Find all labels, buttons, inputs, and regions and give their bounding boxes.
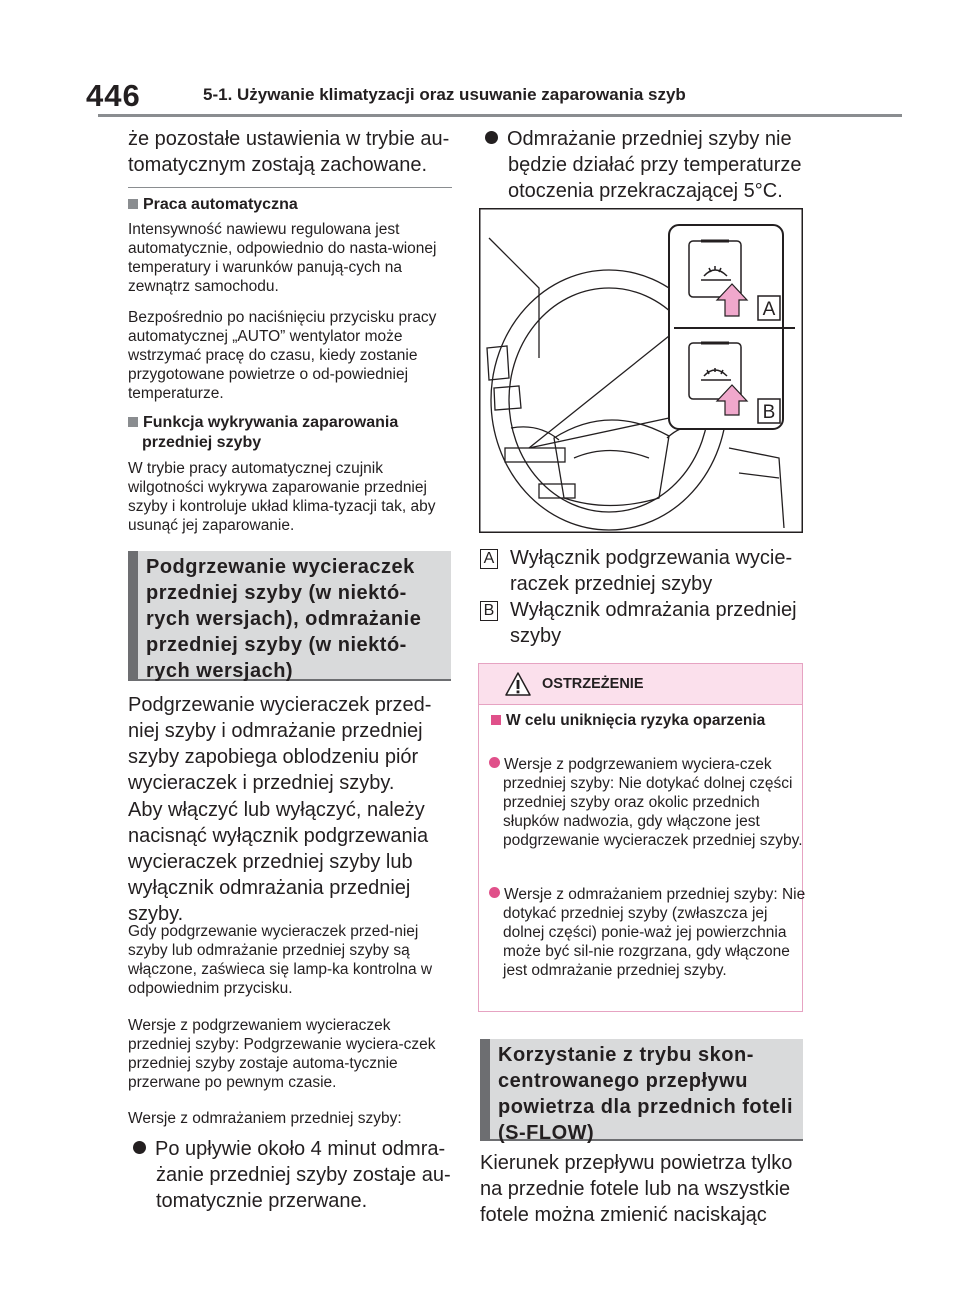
paragraph-2: Aby włączyć lub wyłączyć, należy nacisnąć wyłącznik podgrzewania wycieraczek przedniej szyby lub wyłącznik odmrażania przedniej szyby. xyxy=(128,799,429,925)
auto-title: Praca automatyczna xyxy=(128,196,454,214)
divider xyxy=(128,187,452,188)
page-number: 446 xyxy=(86,78,141,113)
square-bullet-icon xyxy=(128,417,138,427)
bullet-item-temperature: Odmrażanie przedniej szyby nie będzie działać przy temperaturze otoczenia przekraczającej 5°C. xyxy=(485,126,828,204)
bullet-icon xyxy=(133,1141,146,1154)
header-rule xyxy=(98,114,902,117)
section-title: 5-1. Używanie klimatyzacji oraz usuwanie zaparowania szyb xyxy=(203,85,686,104)
label-a: A xyxy=(762,299,776,320)
square-bullet-icon xyxy=(491,715,501,725)
auto-paragraph-1: Intensywność nawiewu regulowana jest automatycznie, odpowiednio do nasta-wionej temperatury i warunków panują-cych na zewnątrz samochodu. xyxy=(128,221,437,295)
warning-item-2: Wersje z odmrażaniem przedniej szyby: Nie dotykać przedniej szyby (zwłaszcza jej dolnej części) ponie-waż jej powierzchnia może być sil-nie rozgrzana, gdy włączone jest odmrażanie przedniej szyby. xyxy=(489,885,808,980)
dashboard-figure xyxy=(479,208,803,533)
section-heading-sflow: Korzystanie z trybu skon-centrowanego przepływu powietrza dla przednich foteli (S-FLOW) xyxy=(480,1039,803,1141)
legend-b xyxy=(480,597,805,649)
legend-text-b: Wyłącznik odmrażania przedniej szyby xyxy=(510,599,797,647)
legend-a xyxy=(480,545,805,597)
paragraph-3: Gdy podgrzewanie wycieraczek przed-niej szyby lub odmrażanie przedniej szyby są włączone, zaświeca się lamp-ka kontrolna w odpowiednim przycisku. xyxy=(128,923,433,997)
square-bullet-icon xyxy=(128,199,138,209)
bullet-icon xyxy=(489,887,500,898)
legend-key-a: A xyxy=(480,549,498,569)
bullet-icon xyxy=(489,757,500,768)
label-b: B xyxy=(762,402,776,423)
bullet-icon xyxy=(485,131,498,144)
sflow-paragraph: Kierunek przepływu powietrza tylko na przednie fotele lub na wszystkie fotele można zmienić naciskając xyxy=(480,1152,793,1226)
warning-box xyxy=(478,663,806,1012)
legend-key-b: B xyxy=(480,601,498,621)
paragraph-1: Podgrzewanie wycieraczek przed-niej szyby i odmrażanie przedniej szyby zapobiega oblodzeniu piór wycieraczek i przedniej szyby. xyxy=(128,694,432,794)
warning-header xyxy=(479,664,802,705)
bullet-item-defrost-time: Po upływie około 4 minut odmra-żanie przedniej szyby zostaje au-tomatycznie przerwane. xyxy=(133,1136,478,1214)
legend-text-a: Wyłącznik podgrzewania wycie-raczek przedniej szyby xyxy=(510,547,793,595)
fog-paragraph: W trybie pracy automatycznej czujnik wilgotności wykrywa zaparowanie przedniej szyby i kontroluje układ klima-tyzacji tak, aby usunąć jej zaparowanie. xyxy=(128,460,436,534)
paragraph-5: Wersje z odmrażaniem przedniej szyby: xyxy=(128,1110,402,1127)
warning-subtitle: W celu uniknięcia ryzyka oparzenia xyxy=(491,711,805,730)
auto-paragraph-2: Bezpośrednio po naciśnięciu przycisku pracy automatycznej „AUTO” wentylator może wstrzymać pracę do czasu, kiedy zostanie przygotowane powietrze o od-powiedniej temperaturze. xyxy=(128,309,437,402)
paragraph-4: Wersje z podgrzewaniem wycieraczek przedniej szyby: Podgrzewanie wyciera-czek przedniej szyby zostaje automa-tycznie przerwane po pewnym czasie. xyxy=(128,1017,436,1091)
warning-title: OSTRZEŻENIE xyxy=(542,676,644,692)
warning-triangle-icon xyxy=(505,672,531,696)
fog-title: Funkcja wykrywania zaparowania przedniej szyby xyxy=(128,413,468,453)
section-heading-wipers: Podgrzewanie wycieraczek przedniej szyby (w niektó-rych wersjach), odmrażanie przedniej szyby (w niektó-rych wersjach) xyxy=(128,551,451,681)
warning-item-1: Wersje z podgrzewaniem wyciera-czek przedniej szyby: Nie dotykać dolnej części przedniej szyby oraz okolic przednich słupków nadwozia, gdy włączone jest podgrzewanie wycieraczek przedniej szyby. xyxy=(489,755,808,850)
intro-text: że pozostałe ustawienia w trybie au-tomatycznym zostają zachowane. xyxy=(128,128,450,176)
dashboard-illustration xyxy=(479,208,803,533)
